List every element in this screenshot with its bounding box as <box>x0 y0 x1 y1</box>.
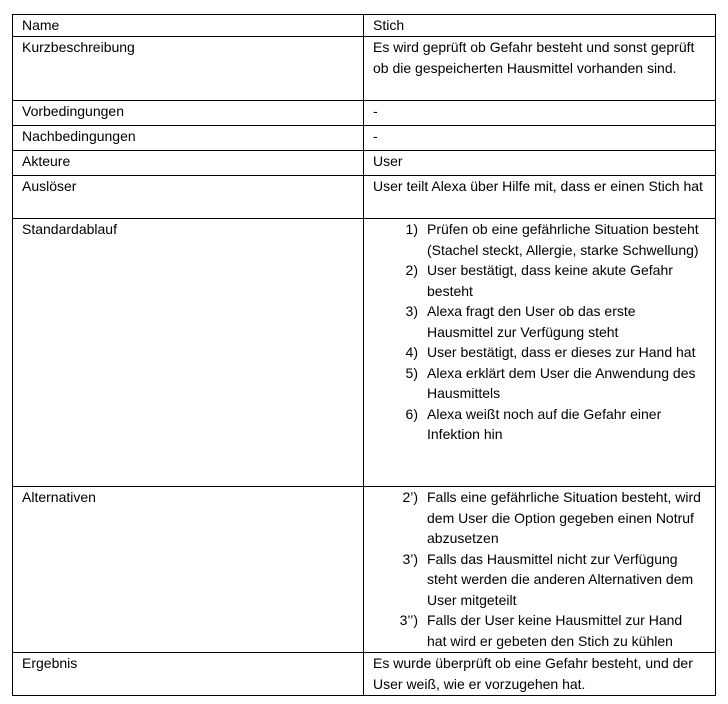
label-ergebnis: Ergebnis <box>13 653 364 696</box>
label-alternativen: Alternativen <box>13 487 364 653</box>
alternative-number: 2’) <box>402 489 418 505</box>
value-akteure: User <box>364 151 716 176</box>
value-ausloeser: User teilt Alexa über Hilfe mit, dass er einen Stich hat <box>364 176 716 219</box>
row-ausloeser <box>13 176 716 219</box>
value-ergebnis: Es wurde überprüft ob eine Gefahr besteht, und der User weiß, wie er vorzugehen hat. <box>364 653 716 696</box>
step-item <box>373 219 711 260</box>
row-alternativen <box>13 487 716 653</box>
alternativen-steps <box>373 487 711 651</box>
step-text: User bestätigt, dass keine akute Gefahr besteht <box>427 262 673 299</box>
alternative-text: Falls der User keine Hausmittel zur Hand hat wird er gebeten den Stich zu kühlen <box>427 612 683 649</box>
use-case-table <box>12 14 716 696</box>
alternative-number: 3’’) <box>399 612 418 628</box>
label-ausloeser: Auslöser <box>13 176 364 219</box>
row-nachbedingungen <box>13 126 716 151</box>
value-alternativen <box>364 487 716 653</box>
value-name: Stich <box>364 15 716 37</box>
alternative-number: 3’) <box>402 550 418 567</box>
step-item <box>373 404 711 445</box>
step-item <box>373 260 711 301</box>
value-nachbedingungen: - <box>364 126 716 151</box>
step-number: 1) <box>405 221 418 237</box>
row-ergebnis <box>13 653 716 696</box>
standardablauf-steps <box>373 219 711 445</box>
step-item <box>373 301 711 342</box>
step-text: Alexa erklärt dem User die Anwendung des Hausmittels <box>427 364 696 401</box>
value-standardablauf <box>364 219 716 487</box>
label-akteure: Akteure <box>13 151 364 176</box>
alternative-item <box>373 610 711 651</box>
row-vorbedingungen <box>13 101 716 126</box>
step-number: 2) <box>405 262 418 278</box>
row-kurzbeschreibung <box>13 37 716 101</box>
alternative-text: Falls eine gefährliche Situation besteht, wird dem User die Option gegeben einen Notruf abzusetzen <box>427 489 701 546</box>
label-nachbedingungen: Nachbedingungen <box>13 126 364 151</box>
step-item <box>373 342 711 363</box>
step-text: User bestätigt, dass er dieses zur Hand hat <box>427 344 696 360</box>
alternative-text: Falls das Hausmittel nicht zur Verfügung steht werden die anderen Alternativen dem User mitgeteilt <box>427 550 694 608</box>
value-vorbedingungen: - <box>364 101 716 126</box>
step-number: 4) <box>405 344 418 360</box>
step-number: 3) <box>405 303 418 319</box>
step-text: Alexa fragt den User ob das erste Hausmittel zur Verfügung steht <box>427 303 636 340</box>
step-number: 6) <box>405 405 418 422</box>
row-name <box>13 15 716 37</box>
alternative-item <box>373 549 711 611</box>
step-item <box>373 363 711 404</box>
label-standardablauf: Standardablauf <box>13 219 364 487</box>
label-name: Name <box>13 15 364 37</box>
label-kurzbeschreibung: Kurzbeschreibung <box>13 37 364 101</box>
row-akteure <box>13 151 716 176</box>
alternative-item <box>373 487 711 549</box>
step-text: Alexa weißt noch auf die Gefahr einer Infektion hin <box>427 405 662 442</box>
row-standardablauf <box>13 219 716 487</box>
label-vorbedingungen: Vorbedingungen <box>13 101 364 126</box>
step-number: 5) <box>405 364 418 381</box>
value-kurzbeschreibung: Es wird geprüft ob Gefahr besteht und sonst geprüft ob die gespeicherten Hausmittel vorhanden sind. <box>364 37 716 101</box>
step-text: Prüfen ob eine gefährliche Situation besteht (Stachel steckt, Allergie, starke Schwellung) <box>427 221 699 258</box>
